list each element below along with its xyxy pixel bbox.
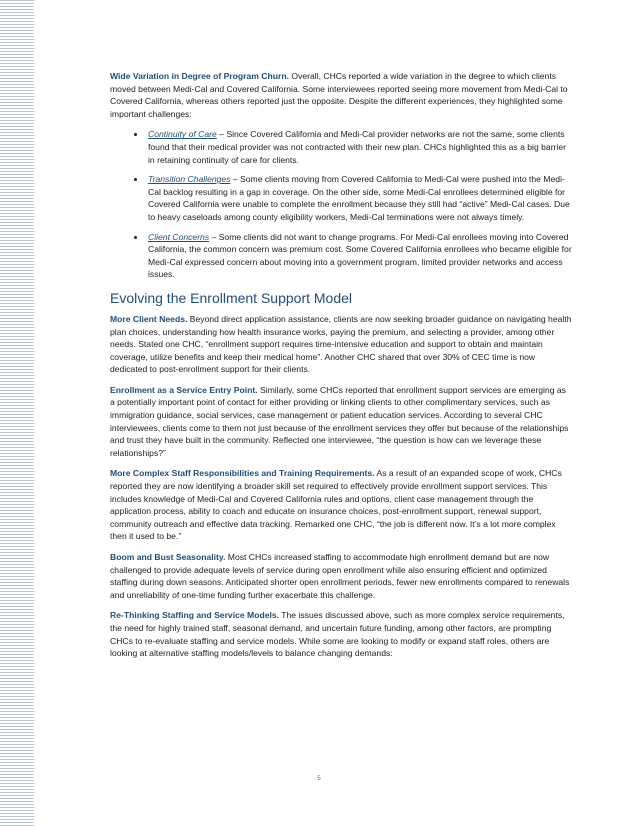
paragraph-text: Overall, CHCs reported a wide variation in the degree to which clients moved between Medi-Cal and Covered California. Some interviewees reported seeing more movement from Medi-Cal to Covered California, whereas others reported just the opposite. Despite the different experiences, they highlighted some important challenges:	[110, 71, 568, 119]
paragraph-text: Most CHCs increased staffing to accommodate high enrollment demand but are now challenged to provide adequate levels of service during open enrollment while also ensuring efficient and optimized staffing during down seasons. Anticipated shorter open enrollment periods, fewer new enrollments compared to renewals and unreliability of one-time funding further exacerbate this challenge.	[110, 552, 570, 600]
paragraph-client-needs	[110, 313, 572, 376]
paragraph-lead: More Client Needs.	[110, 313, 188, 324]
bullet-text: – Some clients moving from Covered California to Medi-Cal were pushed into the Medi-Cal backlog resulting in a gap in coverage. On the other side, some Medi-Cal enrollees determined eligible for Covered California were unable to complete the enrollment because they still had “active” Medi-Cal cases. Due to heavy caseloads among county eligibility workers, Medi-Cal terminations were not always timely.	[148, 174, 570, 222]
paragraph-lead: Wide Variation in Degree of Program Churn.	[110, 71, 289, 81]
paragraph-lead: Boom and Bust Seasonality.	[110, 552, 226, 562]
page-number: 5	[317, 776, 321, 782]
paragraph-staffing-models	[110, 609, 572, 659]
bullet-term: Continuity of Care	[148, 129, 217, 140]
paragraph-lead: Re-Thinking Staffing and Service Models.	[110, 610, 280, 621]
bullet-term: Transition Challenges	[148, 174, 231, 185]
challenge-bullet-list	[110, 128, 572, 281]
paragraph-lead: More Complex Staff Responsibilities and Training Requirements.	[110, 468, 375, 479]
paragraph-staff-responsibilities	[110, 467, 572, 543]
bullet-continuity-of-care	[146, 128, 572, 166]
bullet-term: Client Concerns	[148, 231, 210, 242]
paragraph-text: Beyond direct application assistance, clients are now seeking broader guidance on navigating health plan choices, understanding how health insurance works, paying the premium, and selecting a provider, among other needs. Stated one CHC, “enrollment support requires time-intensive education and support to obtain and maintain coverage, utilize benefits and keep their medical home”. Another CHC shared that over 30% of CEC time is now dedicated to post-enrollment support for their clients.	[110, 313, 572, 375]
paragraph-text: Similarly, some CHCs reported that enrollment support services are emerging as a potentially important point of contact for either providing or linking clients to other complimentary services, such as immigration guidance, social services, case management or patient education services. According to several CHC interviewees, clients come to them not just because of the enrollment services they offer but because of the relationships and trust they have built in the community. Reflected one interviewee, “the question is how can we leverage these relationships?”	[110, 384, 569, 458]
decorative-stripe-margin	[0, 0, 34, 826]
paragraph-program-churn	[110, 70, 572, 120]
paragraph-lead: Enrollment as a Service Entry Point.	[110, 384, 258, 395]
paragraph-seasonality	[110, 551, 572, 601]
bullet-text: – Since Covered California and Medi-Cal provider networks are not the same, some clients found that their medical provider was not contracted with their new plan. CHCs highlighted this as a big barrier in retaining continuity of care for clients.	[148, 129, 566, 165]
paragraph-text: The issues discussed above, such as more complex service requirements, the need for highly trained staff, seasonal demand, and uncertain future funding, among other factors, are prompting CHCs to re-evaluate staffing and service models. While some are looking to modify or expand staff roles, others are looking at alternative staffing models/levels to balance changing demands:	[110, 610, 565, 659]
paragraph-service-entry-point	[110, 384, 572, 460]
bullet-client-concerns	[146, 231, 572, 281]
page-body	[110, 70, 572, 668]
bullet-text: – Some clients did not want to change programs. For Medi-Cal enrollees moving into Covered California, the common concern was premium cost. Some Covered California enrollees who became eligible for Medi-Cal expressed concern about moving into a government program, limited provider networks and access issues.	[148, 231, 572, 280]
paragraph-text: As a result of an expanded scope of work, CHCs reported they are now identifying a broader skill set required to effectively provide enrollment support services. This includes knowledge of Medi-Cal and Covered California rules and options, client case management through the application process, ability to coach and educate on insurance choices, post-enrollment support, renewal support, community outreach and effective data tracking. Remarked one CHC, “the job is different now. It’s a lot more complex then it used to be.”	[110, 468, 562, 542]
section-heading: Evolving the Enrollment Support Model	[110, 289, 353, 306]
bullet-transition-challenges	[146, 173, 572, 223]
